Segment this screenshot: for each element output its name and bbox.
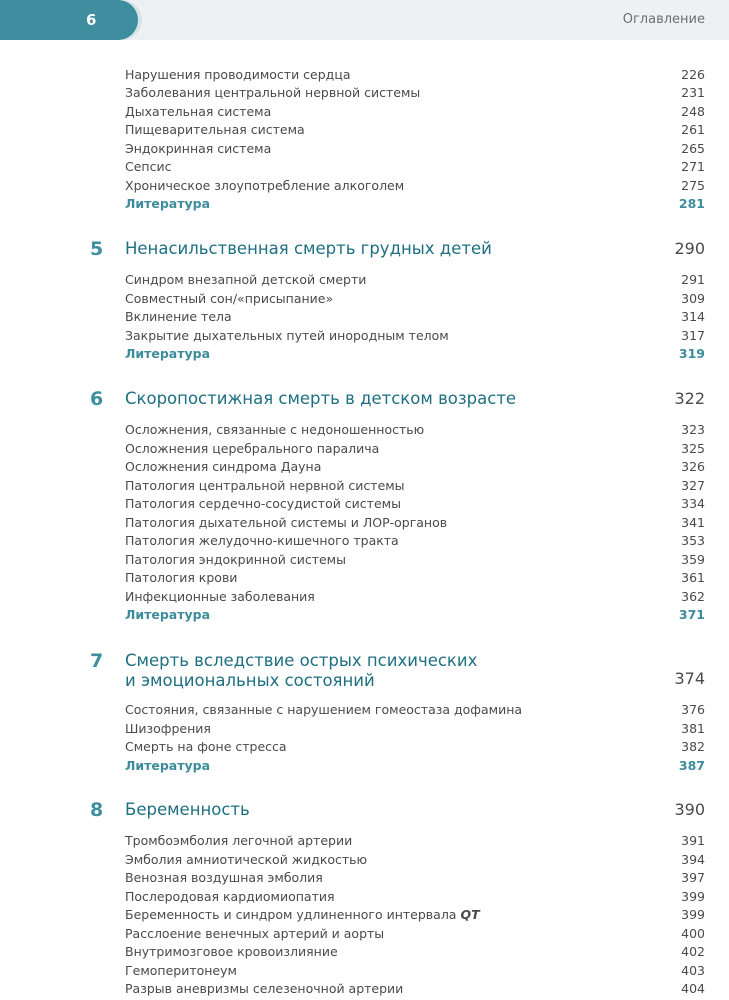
toc-entry[interactable]: Внутримозговое кровоизлияние 402 [125,944,705,959]
toc-entry[interactable]: Вклинение тела 314 [125,309,705,324]
toc-entry[interactable]: Послеродовая кардиомиопатия 399 [125,889,705,904]
toc-entry[interactable]: Патология сердечно-сосудистой системы 334 [125,496,705,511]
toc-entry[interactable]: Патология центральной нервной системы 327 [125,478,705,493]
toc-entry[interactable]: Тромбоэмболия легочной артерии 391 [125,833,705,848]
toc-entry[interactable]: Хроническое злоупотребление алкоголем 275 [125,178,705,193]
chapter-page: 290 [674,239,705,258]
toc-entry[interactable]: Эмболия амниотической жидкостью 394 [125,852,705,867]
toc-entry[interactable]: Синдром внезапной детской смерти 291 [125,272,705,287]
toc-entry[interactable]: Нарушения проводимости сердца 226 [125,67,705,82]
running-title: Оглавление [622,12,705,27]
chapter-title-line-2: и эмоциональных состояний [125,671,375,690]
chapter-number: 7 [90,650,104,672]
toc-entry[interactable]: Заболевания центральной нервной системы 231 [125,85,705,100]
toc-entry[interactable]: Сепсис 271 [125,159,705,174]
toc-entry[interactable]: Закрытие дыхательных путей инородным телом 317 [125,328,705,343]
toc-entry[interactable]: Осложнения, связанные с недоношенностью 323 [125,422,705,437]
chapter-title: Скоропостижная смерть в детском возрасте [125,389,517,408]
chapter-page: 374 [674,669,705,688]
toc-entry[interactable]: Состояния, связанные с нарушением гомеостаза дофамина 376 [125,702,705,717]
chapter-page: 322 [674,389,705,408]
toc-entry[interactable]: Патология крови 361 [125,570,705,585]
toc-entry[interactable]: Совместный сон/«присыпание» 309 [125,291,705,306]
toc-entry[interactable]: Шизофрения 381 [125,721,705,736]
toc-entry[interactable]: Дыхательная система 248 [125,104,705,119]
chapter-title-line-1: Смерть вследствие острых психических [125,651,478,670]
chapter-number: 6 [90,388,104,410]
toc-entry[interactable]: Пищеварительная система 261 [125,122,705,137]
toc-entry[interactable]: Разрыв аневризмы селезеночной артерии 404 [125,981,705,996]
chapter-number: 8 [90,799,104,821]
toc-entry[interactable]: Осложнения синдрома Дауна 326 [125,459,705,474]
toc-entry[interactable]: Инфекционные заболевания 362 [125,589,705,604]
chapter-page: 390 [674,800,705,819]
chapter-number: 5 [90,238,104,260]
toc-entry[interactable]: Патология дыхательной системы и ЛОР-органов 341 [125,515,705,530]
toc-entry[interactable]: Эндокринная система 265 [125,141,705,156]
toc-entry[interactable]: Смерть на фоне стресса 382 [125,739,705,754]
chapter-title: Беременность [125,800,250,819]
chapter-title: Ненасильственная смерть грудных детей [125,239,492,258]
toc-entry[interactable]: Осложнения церебрального паралича 325 [125,441,705,456]
toc-entry[interactable]: Гемоперитонеум 403 [125,963,705,978]
qt-italic: QT [460,907,480,922]
toc-entry[interactable]: Венозная воздушная эмболия 397 [125,870,705,885]
toc-entry-literature[interactable]: Литература 281 [125,196,705,211]
toc-entry[interactable]: Патология эндокринной системы 359 [125,552,705,567]
toc-entry-literature[interactable]: Литература 319 [125,346,705,361]
toc-entry[interactable]: Расслоение венечных артерий и аорты 400 [125,926,705,941]
toc-entry-literature[interactable]: Литература 371 [125,607,705,622]
toc-entry-literature[interactable]: Литература 387 [125,758,705,773]
toc-entry[interactable]: Патология желудочно-кишечного тракта 353 [125,533,705,548]
toc-entry[interactable]: Беременность и синдром удлиненного интервала QT 399 [125,907,705,922]
page-number: 6 [86,11,97,29]
